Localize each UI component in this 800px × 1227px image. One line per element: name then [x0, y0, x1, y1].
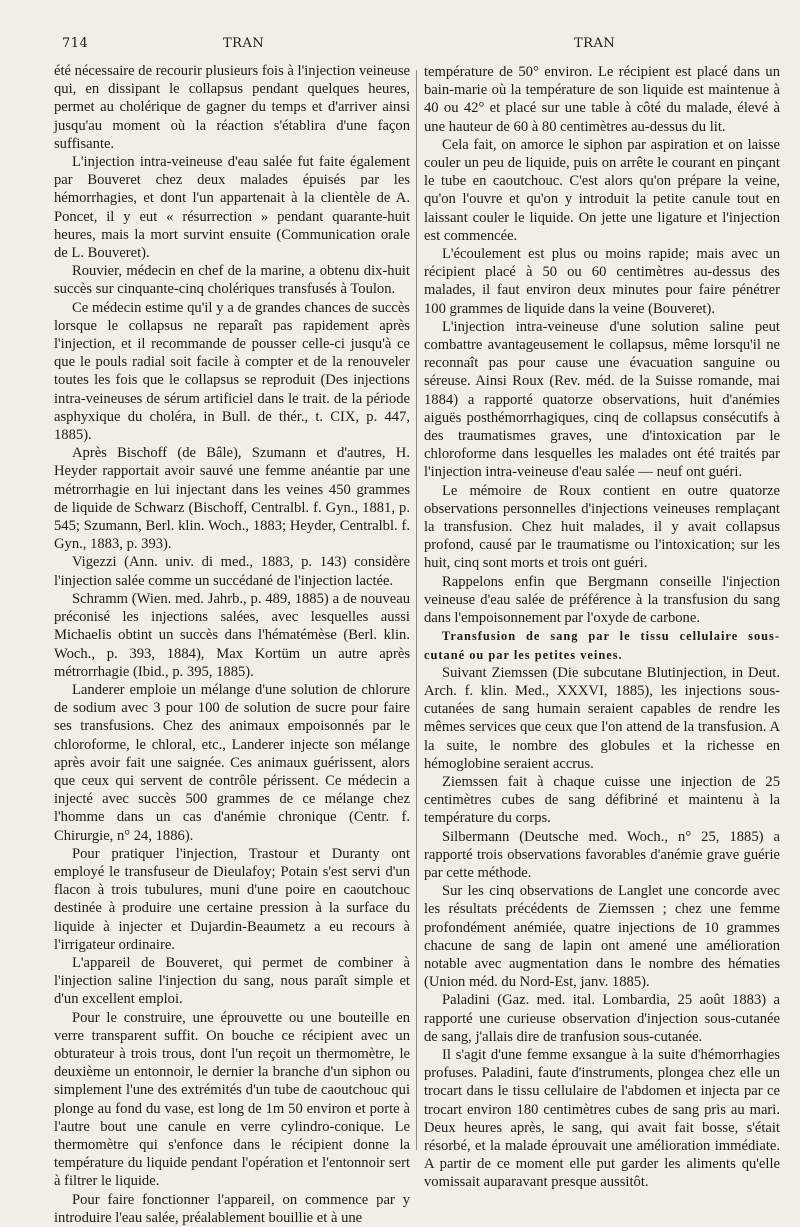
right-column — [424, 63, 780, 1192]
running-title-left: TRAN — [223, 36, 265, 51]
paragraph: Schramm (Wien. med. Jahrb., p. 489, 1885) a de nouveau préconisé les injections salées, avec lesquelles aussi Michaelis obtint un succès dans l'hématémèse (Berl. klin. Woch., p. 393, 1884), Max Kortüm un autre après métrorrhagie (Ibid., p. 395, 1885). — [54, 590, 410, 680]
paragraph: Silbermann (Deutsche med. Woch., n° 25, 1885) a rapporté trois observations favorables d'anémie grave guérie par cette méthode. — [424, 828, 780, 881]
paragraph: Pour le construire, une éprouvette ou une bouteille en verre transparent suffit. On bouche ce récipient avec un obturateur à trois trous, dont l'un reçoit un thermomètre, le deuxième un entonnoir, le dernier la branche d'un siphon ou simplement l'une des extrémités d'un tube de caoutchouc qui plonge au fond du vase, est long de 1m 50 environ et porte à l'autre bout une canule en verre cylindro-conique. Le thermomètre qui s'enfonce dans le récipient donne la température du liquide pendant l'opération et l'entonnoir sert à filtrer le liquide. — [54, 1009, 410, 1190]
paragraph: Le mémoire de Roux contient en outre quatorze observations personnelles d'injections veineuses remplaçant la transfusion. Chez huit malades, il y avait collapsus profond, causé par le traumatisme ou l'intoxication; sur les huit, cinq sont morts et trois ont guéri. — [424, 482, 780, 572]
paragraph: Paladini (Gaz. med. ital. Lombardia, 25 août 1883) a rapporté une curieuse observation d'injection sous-cutanée de sang, j'allais dire de tranfusion sous-cutanée. — [424, 992, 780, 1045]
paragraph: été nécessaire de recourir plusieurs fois à l'injection veineuse qui, en dissipant le collapsus pendant quelques heures, permet au cholérique de gagner du temps et d'arriver ainsi jusqu'au moment où la réaction s'établira d'une façon suffisante. — [54, 63, 410, 152]
column-divider — [416, 70, 417, 1150]
page-number: 714 — [62, 36, 89, 51]
paragraph: L'appareil de Bouveret, qui permet de combiner à l'injection saline l'injection du sang, nous paraît simple et d'un excellent emploi. — [54, 954, 410, 1008]
paragraph: Pour pratiquer l'injection, Trastour et Duranty ont employé le transfuseur de Dieulafoy; Potain s'est servi d'un flacon à trois tubulures, muni d'une poire en caoutchouc destinée à produire une certaine pression à la surface du liquide à injecter et Dujardin-Beaumetz a eu recours à l'irrigateur ordinaire. — [54, 845, 410, 953]
paragraph: Cela fait, on amorce le siphon par aspiration et on laisse couler un peu de liquide, puis on arrête le courant en pinçant le tube en caoutchouc. C'est alors qu'on prépare la veine, qu'on l'ouvre et qu'on y introduit la petite canule tout en laissant couler le liquide. On jette une ligature et l'injection est commencée. — [424, 136, 780, 244]
paragraph: Il s'agit d'une femme exsangue à la suite d'hémorrhagies profuses. Paladini, faute d'instruments, plongea chez elle un trocart dans le tissu cellulaire de l'abdomen et injecta par ce trocart environ 180 centimètres cubes de sang pris au mari. Deux heures après, le sang, qui avait fait bosse, s'était résorbé, et la malade éprouvait une amélioration immédiate. A partir de ce moment elle put garder les aliments qu'elle vomissait auparavant presque aussitôt. — [424, 1046, 780, 1191]
paragraph: Landerer emploie un mélange d'une solution de chlorure de sodium avec 3 pour 100 de solution de sucre pour faire ses transfusions. Chez des animaux empoisonnés par le chloroforme, le chloral, etc., Landerer injecte son mélange après avoir fait une saignée. Ces animaux guérissent, alors que ceux qui servent de contrôle périssent. Ce médecin a injecté avec succès 500 grammes de ce mélange chez l'homme dans un cas d'anémie chronique (Centr. f. Chirurgie, n° 24, 1886). — [54, 681, 410, 844]
running-title-right: TRAN — [574, 36, 616, 51]
paragraph: Sur les cinq observations de Langlet une concorde avec les résultats précédents de Ziemssen ; chez une femme profondément anémiée, quatre injections de 10 grammes chacune de sang de lapin ont amené une amélioration notable avec augmentation dans le nombre des hématies (Union méd. du Nord-Est, janv. 1885). — [424, 883, 780, 991]
paragraph: L'injection intra-veineuse d'eau salée fut faite également par Bouveret chez deux malades épuisés par les hémorrhagies, et dont l'un appartenait à la clientèle de A. Poncet, il y eut « résurrection » pendant quarante-huit heures, mais la mort survint ensuite (Communication orale de L. Bouveret). — [54, 154, 410, 262]
paragraph: Rappelons enfin que Bergmann conseille l'injection veineuse d'eau salée de préférence à la transfusion du sang dans l'empoisonnement par l'oxyde de carbone. — [424, 573, 780, 627]
paragraph: Pour faire fonctionner l'appareil, on commence par y introduire l'eau salée, préalablement bouillie et à une — [54, 1191, 410, 1226]
paragraph: L'écoulement est plus ou moins rapide; mais avec un récipient placé à 50 ou 60 centimètres au-dessus des malades, il faut environ deux minutes pour faire pénétrer 100 grammes de liquide dans la veine (Bouveret). — [424, 246, 780, 317]
paragraph: Après Bischoff (de Bâle), Szumann et d'autres, H. Heyder rapportait avoir sauvé une femme anéantie par une métrorrhagie en lui injectant dans les veines 450 grammes de liquide de Schwarz (Bischoff, Centralbl. f. Gyn., 1881, p. 545; Szumann, Berl. klin. Woch., 1883; Heyder, Centralbl. f. Gyn., 1883, p. 393). — [54, 445, 410, 553]
left-column — [54, 62, 410, 1227]
paragraph: Vigezzi (Ann. univ. di med., 1883, p. 143) considère l'injection salée comme un succédané de l'injection lactée. — [54, 554, 410, 589]
paragraph: Rouvier, médecin en chef de la marine, a obtenu dix-huit succès sur cinquante-cinq cholériques transfusés à Toulon. — [54, 263, 410, 298]
paragraph: température de 50° environ. Le récipient est placé dans un bain-marie où la température de son liquide est maintenue à 40 ou 42° et placé sur une table à côté du malade, élevé à une hauteur de 60 à 80 centimètres au-dessus du lit. — [424, 64, 780, 135]
paragraph: Suivant Ziemssen (Die subcutane Blutinjection, in Deut. Arch. f. klin. Med., XXXVI, 1885), les injections sous-cutanées de sang humain seraient capables de rendre les mêmes services que ceux que l'on attend de la transfusion. A la suite, le nombre des globules et la richesse en hémoglobine seraient accrus. — [424, 664, 780, 772]
section-heading: Transfusion de sang par le tissu cellulaire sous-cutané ou par les petites veines. — [424, 629, 780, 662]
paragraph: Ce médecin estime qu'il y a de grandes chances de succès lorsque le collapsus ne reparaît pas rapidement après l'injection, et il recommande de pousser celle-ci jusqu'à ce que le pouls radial soit facile à compter et de la renouveler toutes les fois que le collapsus se reproduit (Des injections intra-veineuses de sérum artificiel dans le trait. de la période asphyxique du choléra, in Bull. de thér., t. CIX, p. 447, 1885). — [54, 299, 410, 444]
paragraph: Ziemssen fait à chaque cuisse une injection de 25 centimètres cubes de sang défibriné et maintenu à la température du corps. — [424, 773, 780, 827]
paragraph: L'injection intra-veineuse d'une solution saline peut combattre avantageusement le collapsus, même lorsqu'il ne reconnaît pas pour cause une évacuation sanguine ou séreuse. Ainsi Roux (Rev. méd. de la Suisse romande, mai 1884) a rapporté quatorze observations, huit d'anémies aiguës posthémorrhagiques, cinq de collapsus consécutifs à des traumatismes graves, une d'intoxication par le chloroforme dans lesquelles les malades ont été traités par l'injection intra-veineuse d'eau salée — neuf ont guéri. — [424, 318, 780, 481]
